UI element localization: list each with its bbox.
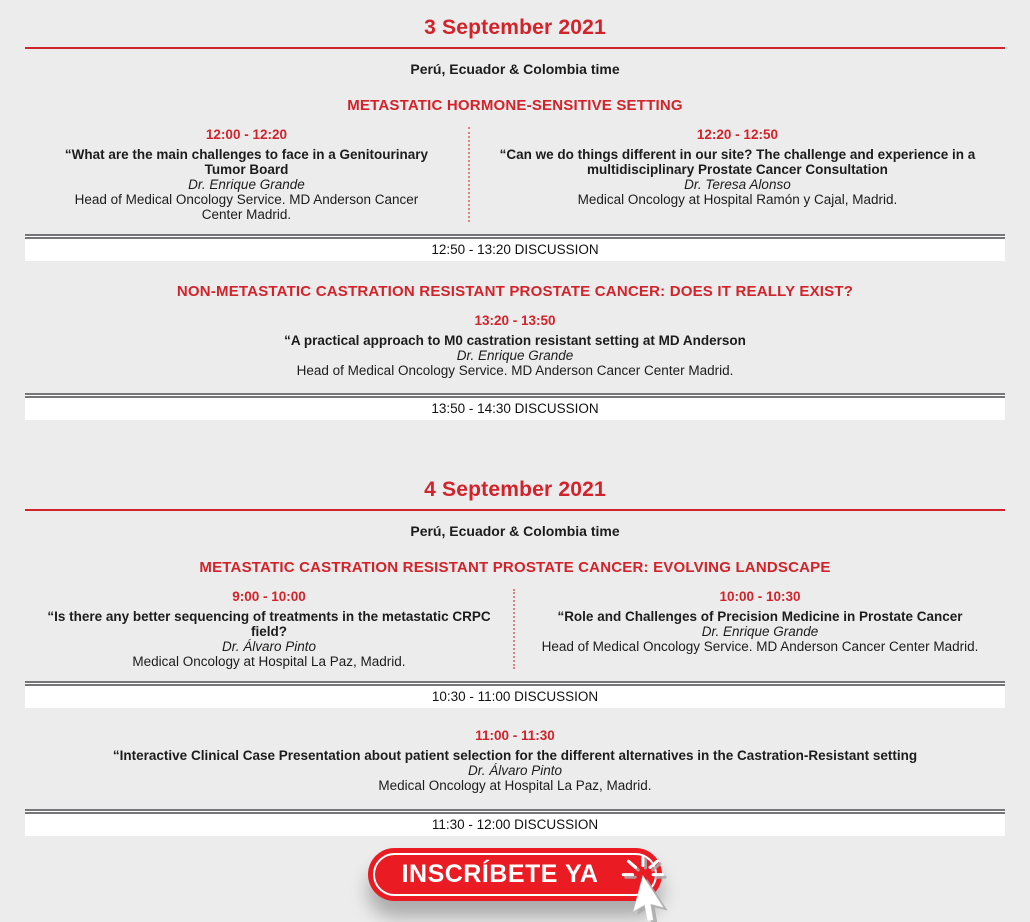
session-time: 10:00 - 10:30 [719,589,801,604]
session-time: 11:00 - 11:30 [475,728,555,743]
session-speaker: Dr. Álvaro Pinto [467,763,563,778]
red-divider [25,47,1005,49]
discussion-bar: 12:50 - 13:20 DISCUSSION [25,234,1005,261]
session-speaker: Dr. Teresa Alonso [684,177,791,192]
day-1-timezone: Perú, Ecuador & Colombia time [410,61,620,77]
session-affiliation: Head of Medical Oncology Service. MD Anderson Cancer Center Madrid. [296,363,734,378]
session-affiliation: Head of Medical Oncology Service. MD Anderson Cancer Center Madrid. [541,639,979,654]
red-divider [25,509,1005,511]
day-1-session-row [25,127,1005,222]
session-time: 12:00 - 12:20 [205,127,287,142]
session-title: “What are the main challenges to face in a Genitourinary Tumor Board [64,147,428,177]
day-2-date: 4 September 2021 [424,478,606,501]
session-speaker: Dr. Enrique Grande [456,348,574,363]
session-affiliation: Medical Oncology at Hospital La Paz, Madrid. [132,654,406,669]
session-title: “A practical approach to M0 castration resistant setting at MD Anderson [284,333,746,348]
session-speaker: Dr. Enrique Grande [188,177,305,192]
session-affiliation: Medical Oncology at Hospital La Paz, Madrid. [378,778,652,793]
day-2-topic-1-title: METASTATIC CASTRATION RESISTANT PROSTATE CANCER: EVOLVING LANDSCAPE [199,559,831,576]
day-1-date: 3 September 2021 [424,16,606,39]
session-cell [470,127,1005,222]
day-2-section [0,420,1030,836]
day-1-topic-1-title: METASTATIC HORMONE-SENSITIVE SETTING [347,97,683,114]
session-cell [25,127,470,222]
session-cell [25,589,515,669]
discussion-bar: 11:30 - 12:00 DISCUSSION [25,809,1005,836]
session-title: “Interactive Clinical Case Presentation about patient selection for the different alternatives in the Castration-Resistant setting [112,748,918,763]
day-2-timezone: Perú, Ecuador & Colombia time [410,523,620,539]
cta-container [0,848,1030,901]
session-time: 13:20 - 13:50 [474,313,556,328]
session-title: “Can we do things different in our site? The challenge and experience in a multidisciplinary Prostate Cancer Consultation [499,147,976,177]
session-title: “Is there any better sequencing of treatments in the metastatic CRPC field? [47,609,491,639]
register-button-label: INSCRÍBETE YA [401,860,599,888]
session-block [0,313,1030,378]
session-speaker: Dr. Álvaro Pinto [221,639,317,654]
day-1-topic-2-title: NON-METASTATIC CASTRATION RESISTANT PROSTATE CANCER: DOES IT REALLY EXIST? [176,283,854,300]
session-speaker: Dr. Enrique Grande [701,624,819,639]
session-cell [515,589,1005,669]
session-affiliation: Medical Oncology at Hospital Ramón y Cajal, Madrid. [577,192,898,207]
session-title: “Role and Challenges of Precision Medicine in Prostate Cancer [557,609,963,624]
discussion-bar: 13:50 - 14:30 DISCUSSION [25,393,1005,420]
discussion-bar: 10:30 - 11:00 DISCUSSION [25,681,1005,708]
session-time: 12:20 - 12:50 [696,127,778,142]
register-button[interactable] [368,848,662,901]
session-affiliation: Head of Medical Oncology Service. MD Anderson Cancer Center Madrid. [74,192,419,222]
session-time: 9:00 - 10:00 [232,589,306,604]
session-block [0,728,1030,793]
day-2-session-row [25,589,1005,669]
day-1-section [0,0,1030,420]
